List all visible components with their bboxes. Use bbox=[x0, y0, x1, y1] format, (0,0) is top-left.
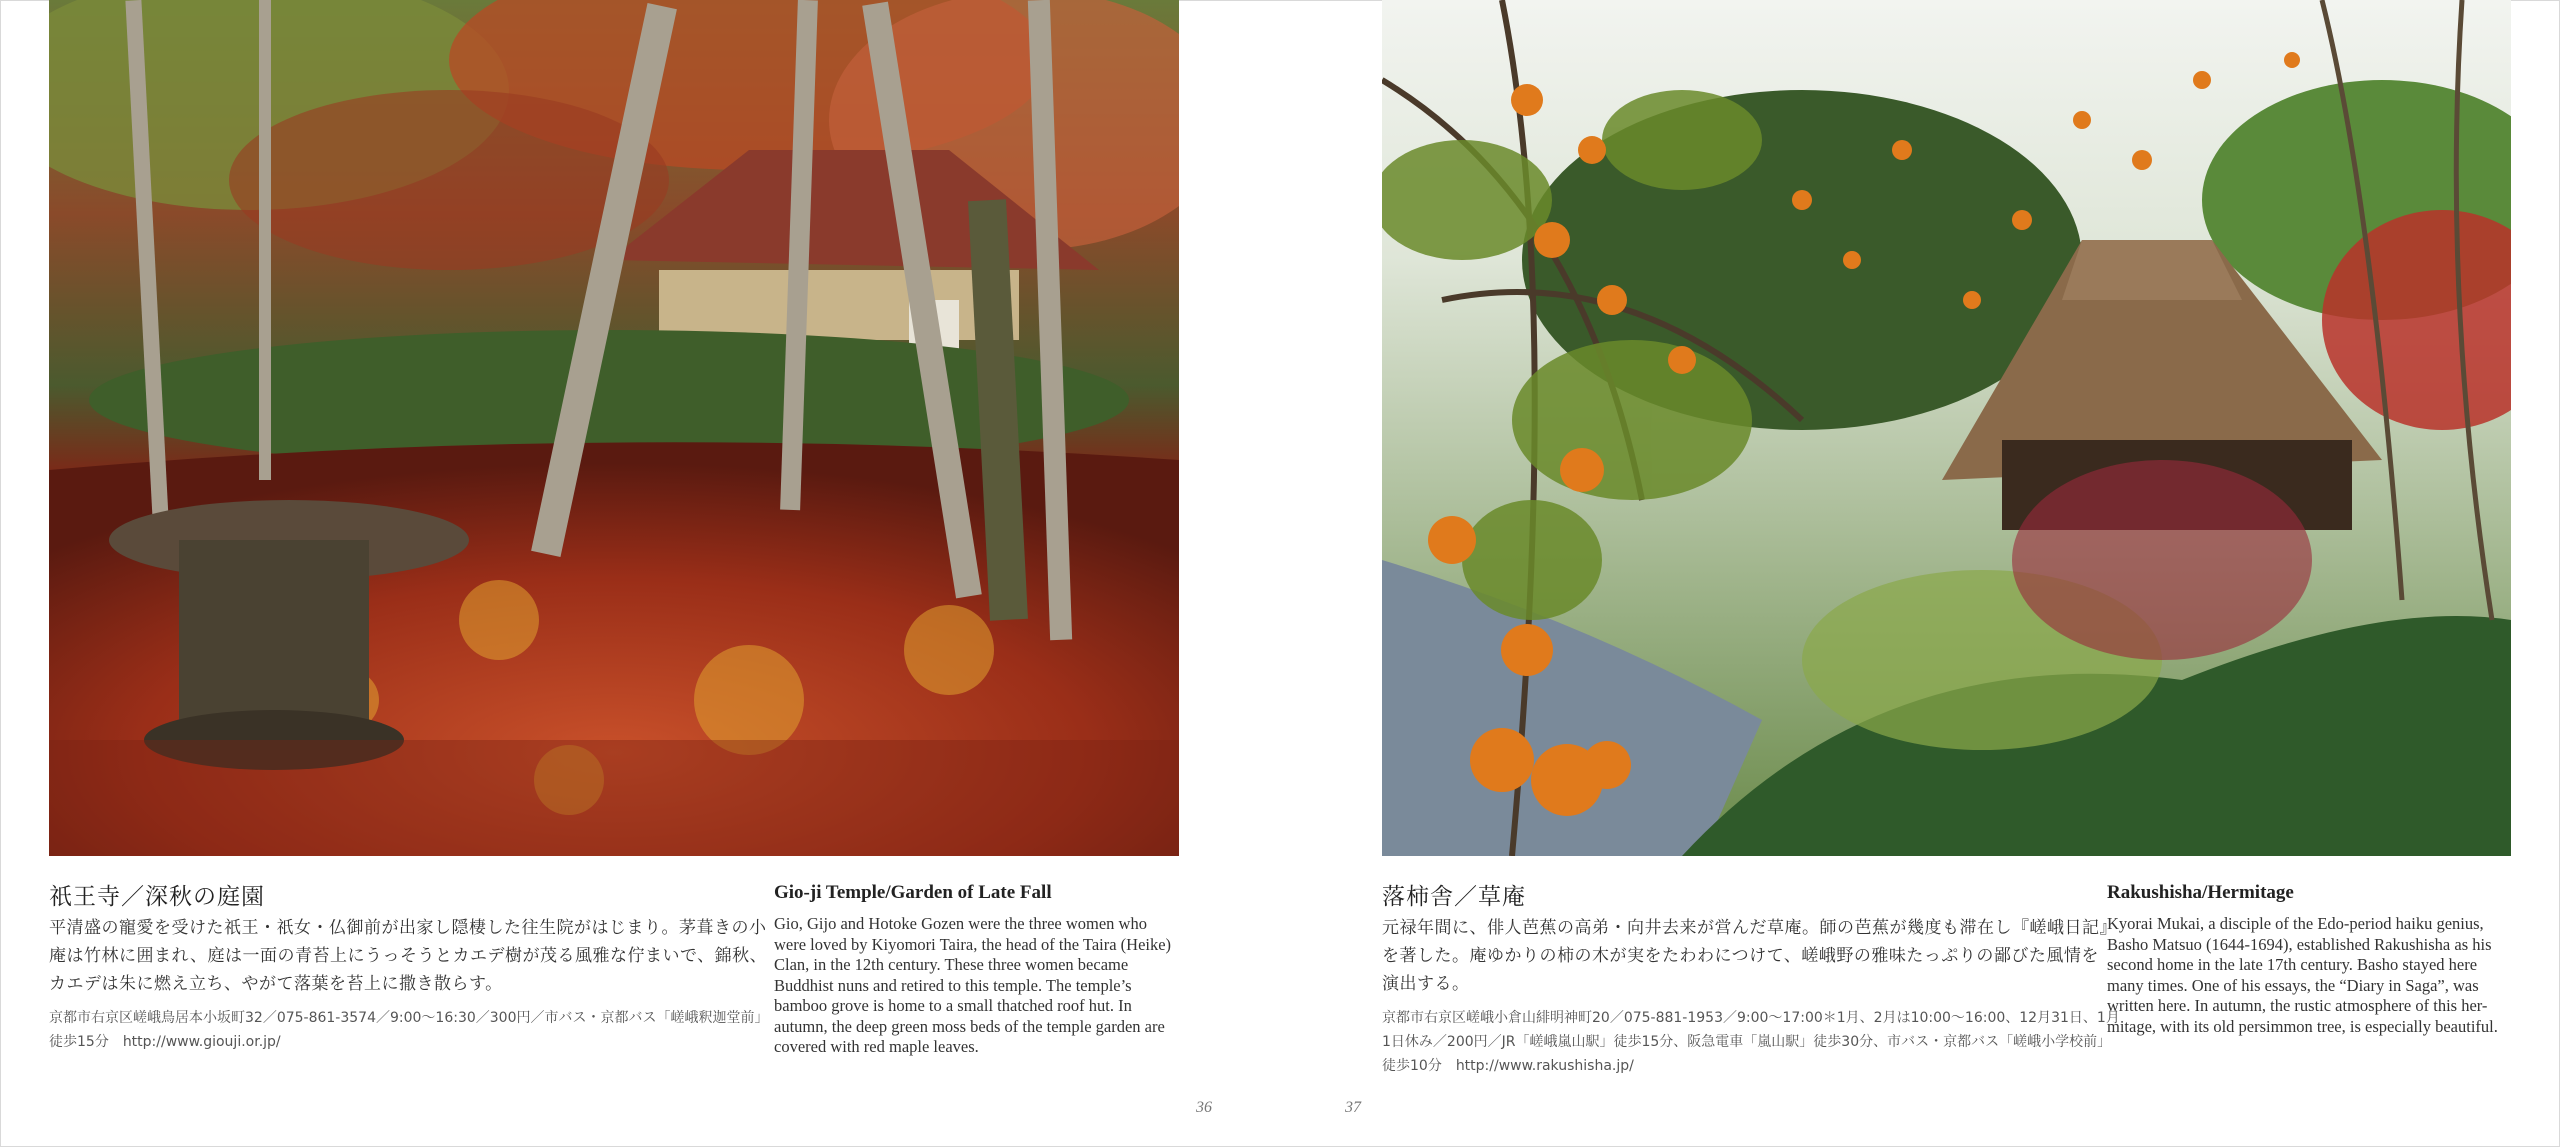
en-body-line: written here. In autumn, the rustic atmosphere of this her- bbox=[2107, 996, 2488, 1015]
jp-title-gioji: 祇王寺／深秋の庭園 bbox=[49, 884, 265, 910]
jp-info-line: 京都市右京区嵯峨小倉山緋明神町20／075-881-1953／9:00～17:00＊1月、2月は10:00～16:00、12月31日、1月 bbox=[1382, 1010, 2120, 1026]
en-body-line: second home in the late 17th century. Basho stayed here bbox=[2107, 955, 2478, 974]
jp-info-line: 徒歩10分 http://www.rakushisha.jp/ bbox=[1382, 1058, 1634, 1074]
en-body-line: Buddhist nuns and retired to this temple. The temple’s bbox=[774, 975, 1132, 995]
en-title-gioji: Gio-ji Temple/Garden of Late Fall bbox=[774, 882, 1052, 903]
jp-body-line: 演出する。 bbox=[1382, 974, 1470, 994]
jp-body-line: 平清盛の寵愛を受けた祇王・祇女・仏御前が出家し隠棲した往生院がはじまり。茅葺きの小 bbox=[49, 918, 767, 938]
en-body-line: mitage, with its old persimmon tree, is especially beautiful. bbox=[2107, 1016, 2498, 1036]
en-body-line: Kyorai Mukai, a disciple of the Edo-period haiku genius, bbox=[2107, 914, 2484, 933]
photo-gioji-garden bbox=[49, 0, 1179, 856]
en-body-rakushisha bbox=[2107, 914, 2511, 1037]
page-number-left: 36 bbox=[1196, 1099, 1212, 1116]
en-body-line: many times. One of his essays, the “Diary in Saga”, was bbox=[2107, 975, 2479, 995]
en-body-line: were loved by Kiyomori Taira, the head of the Taira (Heike) bbox=[774, 934, 1172, 954]
en-body-line: Basho Matsuo (1644-1694), established Rakushisha as his bbox=[2107, 934, 2492, 954]
rakushisha-illustration bbox=[1382, 0, 2511, 856]
en-body-line: autumn, the deep green moss beds of the temple garden are bbox=[774, 1016, 1165, 1036]
en-body-line: bamboo grove is home to a small thatched roof hut. In bbox=[774, 996, 1132, 1015]
jp-body-line: カエデは朱に燃え立ち、やがて落葉を苔上に撒き散らす。 bbox=[49, 974, 503, 994]
jp-info-line: 京都市右京区嵯峨鳥居本小坂町32／075-861-3574／9:00～16:30／300円／市バス・京都バス「嵯峨釈迦堂前」 bbox=[49, 1010, 769, 1026]
page-number-right: 37 bbox=[1345, 1099, 1361, 1116]
jp-info-gioji bbox=[49, 1006, 769, 1054]
jp-info-rakushisha bbox=[1382, 1006, 2120, 1078]
en-body-line: covered with red maple leaves. bbox=[774, 1037, 979, 1056]
en-title-rakushisha: Rakushisha/Hermitage bbox=[2107, 882, 2294, 903]
jp-info-line: 1日休み／200円／JR「嵯峨嵐山駅」徒歩15分、阪急電車「嵐山駅」徒歩30分、市バス・京都バス「嵯峨小学校前」 bbox=[1382, 1034, 2112, 1050]
jp-body-line: を著した。庵ゆかりの柿の木が実をたわわにつけて、嵯峨野の雅味たっぷりの鄙びた風情を bbox=[1382, 946, 2099, 966]
en-body-line: Gio, Gijo and Hotoke Gozen were the three women who bbox=[774, 914, 1147, 933]
jp-title-rakushisha: 落柿舎／草庵 bbox=[1382, 884, 1526, 910]
jp-body-line: 庵は竹林に囲まれ、庭は一面の青苔上にうっそうとカエデ樹が茂る風雅な佇まいで、錦秋、 bbox=[49, 946, 768, 966]
en-body-line: Clan, in the 12th century. These three women became bbox=[774, 955, 1129, 974]
photo-rakushisha bbox=[1382, 0, 2511, 856]
jp-info-line: 徒歩15分 http://www.giouji.or.jp/ bbox=[49, 1034, 281, 1050]
jp-body-rakushisha bbox=[1382, 914, 2117, 998]
en-body-gioji bbox=[774, 914, 1179, 1058]
jp-body-gioji bbox=[49, 914, 768, 998]
gioji-garden-illustration bbox=[49, 0, 1179, 856]
jp-body-line: 元禄年間に、俳人芭蕉の高弟・向井去来が営んだ草庵。師の芭蕉が幾度も滞在し『嵯峨日記』 bbox=[1382, 918, 2117, 938]
